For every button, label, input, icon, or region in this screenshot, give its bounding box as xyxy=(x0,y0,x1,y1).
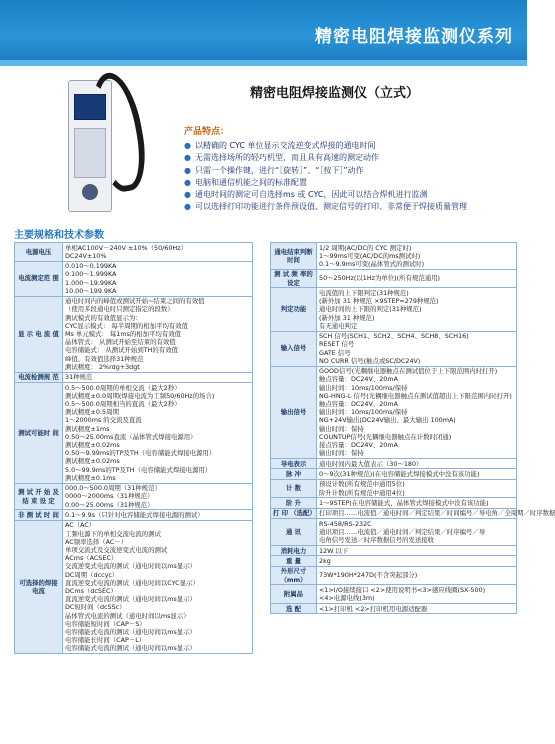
spec-title: 主要规格和技术参数 xyxy=(14,230,104,241)
spec-value-line: <1>I/O接续接口 <2>使用说明书<3>感应线圈(SX-500) xyxy=(319,585,486,594)
spec-row xyxy=(271,331,517,366)
spec-value-line: SCH 信号(SCH1、SCH2、SCH4、SCH8、SCH16) xyxy=(319,332,469,341)
spec-value-line: 测试精度±0.0周期(焊接电流为工频50/60Hz的场合) xyxy=(65,391,215,400)
spec-value-line: 通电时间的上下限的判定(31种规范) xyxy=(319,305,422,314)
spec-label: 非 测 试 时 间 xyxy=(15,510,63,520)
feature-item xyxy=(184,177,467,189)
features-title: 产品特点： xyxy=(184,127,230,137)
spec-value-line: 10.00～199.9KA xyxy=(65,286,117,295)
spec-value xyxy=(317,585,517,604)
spec-label: 重 量 xyxy=(271,556,317,566)
spec-value xyxy=(317,508,555,518)
spec-label: 电流测定范 围 xyxy=(15,261,63,296)
spec-value-line: 1～99ms可变(AC/DC的ms测试时) xyxy=(319,251,421,260)
spec-value-line: GATE 信号 xyxy=(319,348,351,357)
spec-value xyxy=(63,520,253,653)
spec-value xyxy=(317,288,517,331)
spec-label: 通电结束判断时间 xyxy=(271,243,317,270)
spec-value-line: <4>电源电线(3m) xyxy=(319,594,375,603)
spec-label: 导电表示 xyxy=(271,459,317,469)
spec-value-line: 0～9次(31种规范)(在电容储能式焊接模式中没有该功能) xyxy=(319,470,480,478)
product-name: 精密电阻焊接监测仪（立式） xyxy=(250,86,420,101)
spec-value-line: 直流逆变式电流的测试（通电时间以ms显示） xyxy=(65,595,196,604)
spec-value-line: CYC显示模式： 每半周期的相加平均有效值 xyxy=(65,321,189,330)
spec-value-line: 测试精度±0.5周期 xyxy=(65,408,119,417)
spec-value-line: 测试精度±0.02ms xyxy=(65,457,120,466)
spec-row xyxy=(271,545,517,555)
spec-value xyxy=(317,366,517,458)
spec-label: 消耗电力 xyxy=(271,545,317,555)
spec-value xyxy=(63,383,253,484)
spec-value-line: 单相AC100V－240V ±10%（50/60Hz） xyxy=(65,243,187,252)
header-title: 精密电阻焊接监测仪系列 xyxy=(315,27,513,47)
spec-value-line: 交流逆变式电流的测试（通电时间以ms显示） xyxy=(65,562,196,571)
spec-row xyxy=(15,296,253,372)
spec-value-line: NG+24V输出(DC24V输出、最大输出 100mA) xyxy=(319,416,456,425)
spec-value-line: ACms（ACSEC） xyxy=(65,554,118,563)
spec-value-line: 电容储能长时间（CAP－L） xyxy=(65,636,146,645)
spec-value-line: 工频电源下的单相交流电流的测试 xyxy=(65,529,161,538)
feature-text: 只需一个操作键，进行“［旋转］”、“［按下］”动作 xyxy=(194,165,364,175)
spec-value xyxy=(317,479,517,498)
spec-value-line: RESET 信号 xyxy=(319,340,355,349)
spec-value xyxy=(63,510,253,520)
spec-label: 判定功能 xyxy=(271,288,317,331)
feature-item xyxy=(184,152,467,164)
spec-value-line: (新外加 31 种规范 ×9STEP=279种规范) xyxy=(319,297,439,306)
spec-value-line: 输出时间：保持 xyxy=(319,424,364,433)
spec-value-line: 直流逆变式电流的测试（通电时间以CYC显示） xyxy=(65,578,199,587)
spec-value xyxy=(63,261,253,296)
spec-label: 显 示 电 流 值 xyxy=(15,296,63,372)
spec-value-line: 单项交流式及交流逆变式电流的测试 xyxy=(65,546,168,555)
bullet-icon: ● xyxy=(184,190,191,200)
spec-value-line: 测试精度±1ms xyxy=(65,424,110,433)
spec-row xyxy=(271,243,517,270)
feature-item xyxy=(184,201,467,213)
spec-value-line: 阶升计数(所有规范中通用4位) xyxy=(319,488,405,497)
feature-text: 电脑和通信机能之间的标准配置 xyxy=(194,177,307,187)
spec-row xyxy=(271,469,517,479)
spec-value-line: 0.00～25.00ms（31种规范） xyxy=(65,500,154,509)
spec-row xyxy=(271,603,517,613)
spec-value-line: 0.1～9.9s（只针对电容储能式焊接电源的测试） xyxy=(65,511,204,520)
spec-table-left xyxy=(14,242,253,654)
spec-value xyxy=(317,469,517,479)
spec-value xyxy=(63,483,253,510)
spec-value-line: AC频率选择（AC－） xyxy=(65,537,128,546)
spec-value-line: 输出时间：保持 xyxy=(319,449,364,458)
spec-label: 电流检测规 范 xyxy=(15,372,63,382)
spec-label: 测 试 频 率的设定 xyxy=(271,269,317,288)
spec-value xyxy=(317,498,517,508)
spec-value-line: 触点容量：DC24V、20mA xyxy=(319,375,398,384)
spec-value-line: 测试精度： 2%rdg+3dgt xyxy=(65,362,140,371)
bullet-icon: ● xyxy=(184,141,191,150)
spec-value xyxy=(63,243,253,262)
spec-value-line: 0.50～9.99ms的TP及TH（电容储能式焊接电源用） xyxy=(65,449,216,458)
spec-value-line: 2kg xyxy=(319,556,331,565)
spec-value-line: 电容储能式： 从测试开始到TH的有效值 xyxy=(65,346,178,355)
feature-item xyxy=(184,165,467,177)
spec-value-line: 50～250Hz(以1Hz为单位)(所有规范通用) xyxy=(319,274,440,283)
spec-row xyxy=(271,288,517,331)
spec-value-line: 晶体管式电流的测试（通电时间以ms显示） xyxy=(65,611,190,620)
spec-value-line: 输出时间：10ms/100ms/保持 xyxy=(319,383,408,392)
spec-value-line: 电容储能式电流的测试（通电时间以ms显示） xyxy=(65,644,196,653)
spec-label: 外形尺寸（mm） xyxy=(271,566,317,585)
spec-label: 附属品 xyxy=(271,585,317,604)
spec-row xyxy=(271,585,517,604)
spec-row xyxy=(271,366,517,458)
bullet-icon: ● xyxy=(184,153,191,163)
spec-value-line: 电角信号发送／时序数据信号的发送接收 xyxy=(319,536,435,545)
header-stripe xyxy=(0,60,527,66)
spec-value-line: 1～2000ms 的交流及直流 xyxy=(65,416,142,425)
spec-value-line: NO CURR 信号(触点或SC/DC24V) xyxy=(319,356,421,365)
spec-value-line: 有无通电判定 xyxy=(319,321,358,330)
spec-value-line: 峰值、有效值选择31种规范 xyxy=(65,354,144,363)
spec-row xyxy=(15,243,253,262)
spec-value-line: DC24V±10% xyxy=(65,251,107,260)
bullet-icon: ● xyxy=(184,165,191,175)
spec-value xyxy=(317,459,517,469)
spec-value-line: 1/2 周期(AC/DC的 CYC 测定时) xyxy=(319,243,412,252)
feature-item xyxy=(184,189,467,201)
spec-value-line: 1.000～19.99KA xyxy=(65,278,117,287)
spec-label: 可选择的焊接电流 xyxy=(15,520,63,653)
spec-value-line: 000.0～500.0周期（31种规范） xyxy=(65,484,161,493)
spec-value-line: 触点容量：DC24V、20mA xyxy=(319,400,398,408)
spec-value-line: 电容储能短时间（CAP－S） xyxy=(65,619,146,628)
spec-value-line: <1>打印机 <2>打印机用电源适配器 xyxy=(319,604,428,613)
product-photo xyxy=(60,72,130,222)
spec-value-line: 输出时间：10ms/100ms/保持 xyxy=(319,408,408,417)
spec-value xyxy=(63,296,253,372)
spec-value-line: 通讯项目……电流值／通电时间／判定结果／时序编号／导 xyxy=(319,527,486,536)
spec-value xyxy=(317,545,517,555)
spec-row xyxy=(271,566,517,585)
spec-value-line: 通电时间内最大值表示（30～180） xyxy=(319,459,423,468)
header-banner xyxy=(0,0,527,66)
spec-value-line: 12W 以下 xyxy=(319,546,349,555)
spec-value-line: COUNTUP信号(光耦继电器触点在计数时闭通) xyxy=(319,432,452,441)
spec-value-line: 0.5～500.0周期的单相交流（最大2秒） xyxy=(65,383,181,392)
features-list xyxy=(184,140,467,214)
spec-value-line: Ms 单元模式： 每1ms的相加平均有效值 xyxy=(65,330,181,338)
spec-value-line: 测试精度±0.02ms xyxy=(65,441,120,450)
spec-value-line: 电流值的上下限判定(31种规范) xyxy=(319,288,409,297)
spec-value-line: (新外加 31 种规范) xyxy=(319,313,375,322)
spec-row xyxy=(271,556,517,566)
spec-label: 测试可能时 间 xyxy=(15,383,63,484)
spec-value-line: DCms（dcSEC） xyxy=(65,587,117,596)
spec-value-line: AC（AC） xyxy=(65,521,96,530)
spec-row xyxy=(15,510,253,520)
spec-value-line: 电容储能式电流的测试（通电时间以ms显示） xyxy=(65,628,196,637)
spec-label: 测 试 开 始 及 结 束 设 定 xyxy=(15,483,63,510)
spec-value xyxy=(317,566,517,585)
spec-value xyxy=(317,243,517,270)
spec-value-line: 晶体管式： 从测试开始至结束的有效值 xyxy=(65,338,176,347)
spec-value xyxy=(317,519,517,546)
spec-value xyxy=(317,331,517,366)
spec-row xyxy=(271,508,517,518)
spec-value-line: 1～9STEP(在电容储能式、晶体管式焊接模式中没有该功能) xyxy=(319,498,489,507)
spec-value-line: DC短时间（dcSSc） xyxy=(65,603,126,612)
spec-label: 输出信号 xyxy=(271,366,317,458)
feature-text: 以精确的 CYC 单位显示交流逆变式焊接的通电时间 xyxy=(194,141,376,150)
spec-value-line: NG-HNG-L 信号(光耦继电器触点在测试值超出上下限范围内时打开) xyxy=(319,391,512,400)
spec-value-line: 0.010～0.199KA xyxy=(65,262,117,271)
spec-label: 输入信号 xyxy=(271,331,317,366)
spec-value-line: 0.5～500.0周期相当的直流（最大2秒） xyxy=(65,400,181,408)
spec-row xyxy=(15,520,253,653)
spec-value xyxy=(317,269,517,288)
spec-row xyxy=(271,479,517,498)
bullet-icon: ● xyxy=(184,202,191,212)
spec-value-line: 打印项目……电流值／通电时间／判定结果／时间编号／导电角／全周期／时序数据 xyxy=(319,509,555,518)
spec-value xyxy=(63,372,253,382)
spec-row xyxy=(271,269,517,288)
spec-value-line: 73W*190H*247D(不含突起部分) xyxy=(319,571,418,580)
spec-value-line: GOOD信号(光耦继电器触点在测试值位于上下限范围内时打开) xyxy=(319,367,498,376)
spec-label: 阶 升 xyxy=(271,498,317,508)
spec-label: 电源电压 xyxy=(15,243,63,262)
spec-row xyxy=(15,383,253,484)
spec-value-line: 0.1～9.9ms可变(晶体管式的测试时) xyxy=(319,260,425,268)
device-knob xyxy=(82,184,98,200)
spec-row xyxy=(271,519,517,546)
spec-value-line: 测试模式的有效值显示为： xyxy=(65,313,142,322)
spec-value-line: 31种规范 xyxy=(65,373,93,382)
spec-label: 通 讯 xyxy=(271,519,317,546)
spec-value-line: 0.50～25.00ms直流（晶体管式焊接电源用） xyxy=(65,432,197,441)
spec-value-line: 0.100～1.999KA xyxy=(65,270,117,279)
spec-value-line: （使用多段通电时只测定指定的段数） xyxy=(65,305,174,314)
spec-value-line: RS-458/RS-232C xyxy=(319,519,372,528)
spec-value-line: 0000～2000ms（31种规范） xyxy=(65,492,154,501)
spec-label: 选 配 xyxy=(271,603,317,613)
spec-label: 计 数 xyxy=(271,479,317,498)
spec-row xyxy=(15,372,253,382)
spec-value-line: DC周期（dccyc） xyxy=(65,570,119,579)
feature-text: 无需选择场所的轻巧机型，而且具有高速的测定动作 xyxy=(194,153,379,163)
spec-value-line: 通电时间内的峰值或测试开始~结束之间的有效值 xyxy=(65,297,205,306)
feature-text: 通电时间的测定可自选择ms 或 CYC，因此可以结合焊机进行监测 xyxy=(194,190,428,200)
spec-value-line: 测试精度±0.1ms xyxy=(65,473,116,482)
spec-row xyxy=(15,483,253,510)
feature-item xyxy=(184,140,467,152)
spec-row xyxy=(271,459,517,469)
feature-text: 可以选择打印功能进行条件预设值、测定信号的打印、非常便于焊接质量管理 xyxy=(194,202,467,212)
spec-value-line: 接点容量：DC24V、20mA xyxy=(319,441,398,450)
spec-value-line: 预设计数(所有规范中通用5位) xyxy=(319,480,405,489)
spec-label: 打 印 （选配） xyxy=(271,508,317,518)
spec-value xyxy=(317,603,517,613)
spec-row xyxy=(15,261,253,296)
spec-table-right xyxy=(270,242,555,614)
spec-value-line: 5.0～99.9ms的TP及TH（电容储能式焊接电源用） xyxy=(65,465,212,474)
spec-row xyxy=(271,498,517,508)
bullet-icon: ● xyxy=(184,177,191,187)
spec-label: 脉 冲 xyxy=(271,469,317,479)
spec-value xyxy=(317,556,517,566)
